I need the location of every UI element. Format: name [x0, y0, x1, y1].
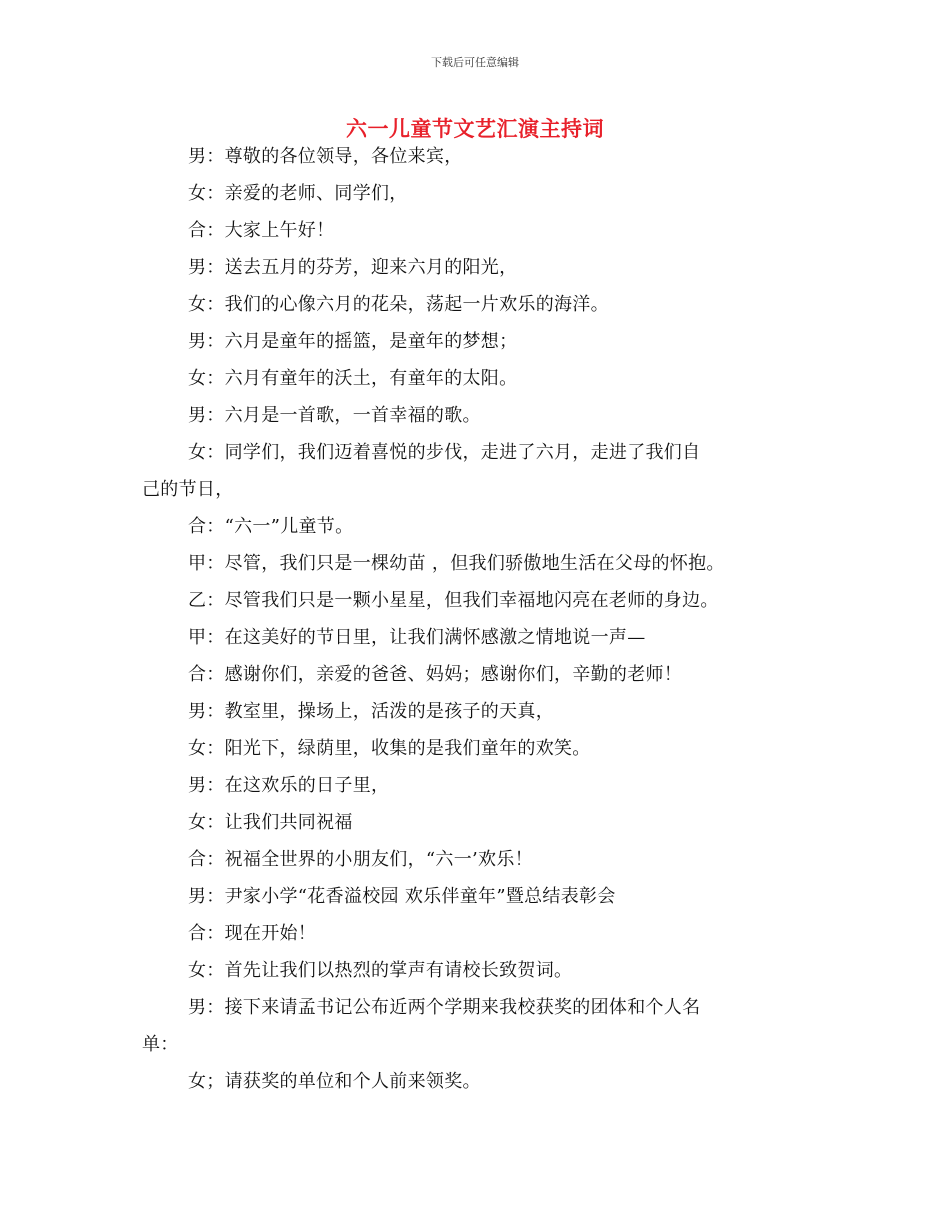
dialogue-line: 男：尊敬的各位领导，各位来宾，: [188, 146, 463, 167]
dialogue-line: 乙：尽管我们只是一颗小星星，但我们幸福地闪亮在老师的身边。: [188, 590, 719, 611]
dialogue-line: 女：我们的心像六月的花朵，荡起一片欢乐的海洋。: [188, 294, 609, 315]
dialogue-line: 男：在这欢乐的日子里，: [188, 775, 390, 796]
dialogue-line: 男：六月是一首歌，一首幸福的歌。: [188, 405, 481, 426]
dialogue-line: 女：让我们共同祝福: [188, 812, 353, 833]
dialogue-line: 合：感谢你们，亲爱的爸爸、妈妈；感谢你们，辛勤的老师！: [188, 664, 683, 685]
paragraph-continuation-line: 己的节日，: [142, 479, 234, 500]
dialogue-line: 男：教室里，操场上，活泼的是孩子的天真，: [188, 701, 554, 722]
dialogue-line: 男：送去五月的芬芳，迎来六月的阳光，: [188, 257, 518, 278]
dialogue-line: 男：尹家小学“花香溢校园 欢乐伴童年”暨总结表彰会: [188, 886, 616, 907]
dialogue-line: 男：接下来请孟书记公布近两个学期来我校获奖的团体和个人名: [188, 997, 701, 1018]
page-header: 下载后可任意编辑: [431, 56, 519, 69]
document-title: 六一儿童节文艺汇演主持词: [346, 117, 604, 141]
dialogue-line: 甲：在这美好的节日里，让我们满怀感激之情地说一声—: [188, 627, 646, 648]
dialogue-line: 合：祝福全世界的小朋友们，“六一’欢乐！: [188, 849, 533, 870]
dialogue-line: 男：六月是童年的摇篮，是童年的梦想；: [188, 331, 518, 352]
dialogue-line: 女：阳光下，绿荫里，收集的是我们童年的欢笑。: [188, 738, 591, 759]
dialogue-line: 女；请获奖的单位和个人前来领奖。: [188, 1071, 481, 1092]
dialogue-line: 女：首先让我们以热烈的掌声有请校长致贺词。: [188, 960, 573, 981]
document-body: [142, 138, 832, 1100]
dialogue-line: 合：“六一”儿童节。: [188, 516, 354, 537]
dialogue-line: 甲：尽管，我们只是一棵幼苗 ，但我们骄傲地生活在父母的怀抱。: [188, 553, 725, 574]
dialogue-line: 合：大家上午好！: [188, 220, 335, 241]
dialogue-line: 女：同学们，我们迈着喜悦的步伐，走进了六月，走进了我们自: [188, 442, 701, 463]
paragraph-continuation-line: 单：: [142, 1034, 179, 1055]
dialogue-line: 女：六月有童年的沃土，有童年的太阳。: [188, 368, 518, 389]
dialogue-line: 女：亲爱的老师、同学们，: [188, 183, 408, 204]
dialogue-line: 合：现在开始！: [188, 923, 317, 944]
